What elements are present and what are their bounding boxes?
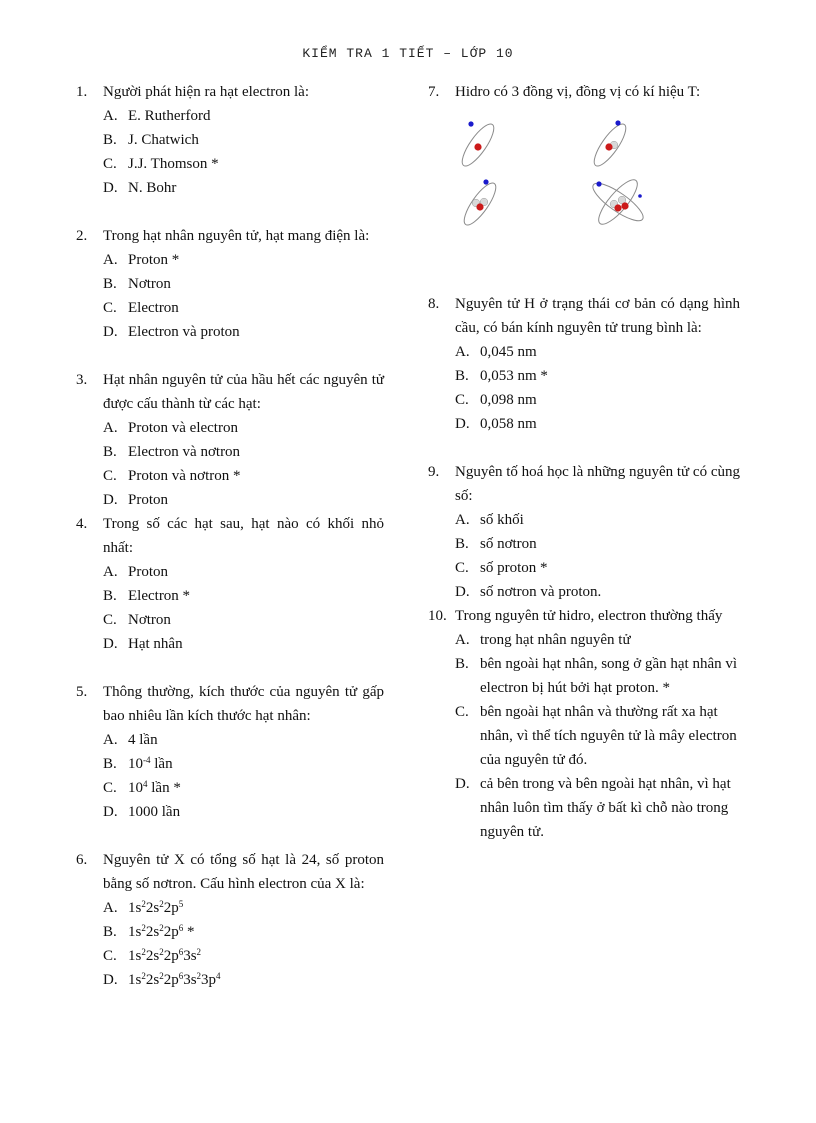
question-number: 9.	[428, 464, 440, 480]
option-b	[428, 364, 740, 388]
option-text: 0,053 nm *	[480, 368, 548, 384]
option-a	[428, 340, 740, 364]
option-text: 0,045 nm	[480, 344, 537, 360]
option-letter: B.	[455, 536, 469, 552]
question-2	[76, 224, 384, 344]
option-d	[76, 800, 384, 824]
option-text: $1s^22s^22p^63s^2$	[128, 947, 202, 964]
option-letter: A.	[103, 420, 118, 436]
question-text: Nguyên tố hoá học là những nguyên tử có cùng số:	[455, 464, 740, 504]
question-9	[428, 460, 740, 604]
option-c	[76, 608, 384, 632]
option-c	[76, 944, 384, 968]
left-column	[76, 80, 384, 992]
option-text: bên ngoài hạt nhân, song ở gần hạt nhân vì electron bị hút bởi hạt proton. *	[480, 656, 738, 696]
question-6	[76, 848, 384, 992]
option-text: Proton	[128, 492, 169, 508]
question-text: Nguyên tử H ở trạng thái cơ bản có dạng hình cầu, có bán kính nguyên tử trung bình là:	[455, 296, 740, 336]
option-letter: D.	[103, 972, 118, 988]
option-a	[76, 560, 384, 584]
option-letter: D.	[455, 584, 470, 600]
option-c	[428, 556, 740, 580]
proton-sphere	[605, 143, 612, 150]
option-d	[76, 488, 384, 512]
question-text: Người phát hiện ra hạt electron là:	[103, 84, 309, 100]
option-text: trong hạt nhân nguyên tử	[480, 632, 631, 648]
option-b	[76, 584, 384, 608]
option-letter: D.	[455, 416, 470, 432]
option-letter: C.	[455, 704, 469, 720]
option-d	[76, 176, 384, 200]
question-number: 7.	[428, 84, 440, 100]
option-text: Nơtron	[128, 612, 171, 628]
option-text: E. Rutherford	[128, 108, 211, 124]
option-d	[428, 412, 740, 436]
option-letter: C.	[103, 468, 117, 484]
option-a	[76, 416, 384, 440]
question-text: Trong hạt nhân nguyên tử, hạt mang điện là:	[103, 228, 370, 244]
atom-models-svg	[438, 108, 698, 240]
option-c	[76, 464, 384, 488]
atom-model-4	[588, 175, 647, 229]
option-text: $1s^22s^22p^63s^23p^4$	[128, 971, 221, 988]
option-text: 1000 lần	[128, 804, 181, 820]
option-d	[428, 580, 740, 604]
question-text: Thông thường, kích thước của nguyên tử gấp bao nhiêu lần kích thước hạt nhân:	[103, 684, 384, 724]
option-text: 0,058 nm	[480, 416, 537, 432]
electron-dot	[615, 120, 620, 125]
option-b	[76, 440, 384, 464]
isotope-diagrams	[428, 104, 740, 244]
option-letter: C.	[103, 156, 117, 172]
question-number: 6.	[76, 852, 88, 868]
option-letter: A.	[455, 344, 470, 360]
option-c	[76, 776, 384, 800]
option-letter: A.	[455, 512, 470, 528]
option-letter: B.	[455, 656, 469, 672]
proton-sphere	[621, 202, 628, 209]
option-text: số proton *	[480, 560, 548, 576]
question-number: 5.	[76, 684, 88, 700]
option-text: Proton và nơtron *	[128, 468, 241, 484]
option-text: Electron *	[128, 588, 191, 604]
question-text: Trong nguyên tử hidro, electron thường thấy	[455, 608, 723, 624]
option-text: $10^4$ lần *	[128, 779, 181, 796]
question-text: Hạt nhân nguyên tử của hầu hết các nguyên tử được cấu thành từ các hạt:	[103, 372, 384, 412]
option-letter: C.	[455, 392, 469, 408]
option-a	[76, 896, 384, 920]
option-c	[76, 152, 384, 176]
right-column	[428, 80, 740, 844]
option-text: $1s^22s^22p^5$	[128, 899, 184, 916]
option-letter: A.	[103, 108, 118, 124]
option-letter: D.	[103, 804, 118, 820]
option-b	[76, 752, 384, 776]
option-letter: B.	[103, 924, 117, 940]
option-c	[428, 700, 740, 772]
question-8	[428, 292, 740, 436]
electron-dot	[468, 121, 473, 126]
option-text: J.J. Thomson *	[128, 156, 219, 172]
option-letter: D.	[103, 636, 118, 652]
proton-sphere	[614, 204, 621, 211]
option-letter: A.	[103, 564, 118, 580]
option-text: cả bên trong và bên ngoài hạt nhân, vì hạt nhân luôn tìm thấy ở bất kì chỗ nào trong nguyên tử.	[480, 776, 731, 840]
question-3	[76, 368, 384, 512]
option-text: 4 lần	[128, 732, 158, 748]
option-letter: D.	[103, 324, 118, 340]
option-text: $1s^22s^22p^6$ *	[128, 923, 195, 940]
electron-dot	[483, 179, 488, 184]
question-text: Nguyên tử X có tổng số hạt là 24, số proton bằng số nơtron. Cấu hình electron của X là:	[103, 852, 384, 892]
option-b	[428, 532, 740, 556]
option-text: số nơtron và proton.	[480, 584, 602, 600]
proton-sphere	[476, 203, 483, 210]
question-text: Hidro có 3 đồng vị, đồng vị có kí hiệu T:	[455, 84, 701, 100]
option-letter: C.	[103, 300, 117, 316]
question-number: 4.	[76, 516, 88, 532]
option-letter: A.	[103, 900, 118, 916]
option-text: Electron và proton	[128, 324, 240, 340]
option-text: số khối	[480, 512, 524, 528]
option-letter: D.	[103, 492, 118, 508]
option-b	[76, 920, 384, 944]
page-header: KIỂM TRA 1 TIẾT – LỚP 10	[302, 46, 514, 61]
option-letter: A.	[103, 252, 118, 268]
question-number: 10.	[428, 608, 447, 624]
question-4	[76, 512, 384, 656]
option-text: số nơtron	[480, 536, 537, 552]
atom-model-2	[589, 120, 631, 170]
question-number: 8.	[428, 296, 440, 312]
option-letter: B.	[455, 368, 469, 384]
question-7	[428, 80, 740, 244]
option-text: J. Chatwich	[128, 132, 199, 148]
option-letter: A.	[103, 732, 118, 748]
option-text: 0,098 nm	[480, 392, 537, 408]
option-letter: B.	[103, 756, 117, 772]
option-letter: C.	[455, 560, 469, 576]
option-letter: C.	[103, 780, 117, 796]
option-letter: D.	[455, 776, 470, 792]
option-letter: C.	[103, 612, 117, 628]
option-a	[76, 248, 384, 272]
option-a	[428, 628, 740, 652]
option-text: Proton *	[128, 252, 180, 268]
option-letter: B.	[103, 132, 117, 148]
option-d	[76, 320, 384, 344]
electron-dot	[638, 194, 642, 198]
option-text: Electron	[128, 300, 179, 316]
option-c	[428, 388, 740, 412]
electron-dot	[596, 181, 601, 186]
question-text: Trong số các hạt sau, hạt nào có khối nhỏ nhất:	[103, 516, 384, 556]
option-letter: B.	[103, 444, 117, 460]
question-number: 1.	[76, 84, 88, 100]
option-text: bên ngoài hạt nhân và thường rất xa hạt nhân, vì thể tích nguyên tử là mây electron của nguyên tử đó.	[480, 704, 737, 768]
option-letter: C.	[103, 948, 117, 964]
option-d	[76, 968, 384, 992]
option-a	[76, 728, 384, 752]
question-10	[428, 604, 740, 844]
question-number: 2.	[76, 228, 88, 244]
option-letter: B.	[103, 588, 117, 604]
question-5	[76, 680, 384, 824]
option-text: Proton và electron	[128, 420, 238, 436]
atom-model-1	[457, 120, 499, 170]
proton-sphere	[474, 143, 481, 150]
option-text: Proton	[128, 564, 169, 580]
option-d	[76, 632, 384, 656]
option-b	[76, 128, 384, 152]
atom-model-3	[459, 179, 501, 229]
question-1	[76, 80, 384, 200]
question-number: 3.	[76, 372, 88, 388]
option-letter: A.	[455, 632, 470, 648]
option-text: Electron và nơtron	[128, 444, 241, 460]
option-text: Nơtron	[128, 276, 171, 292]
option-a	[428, 508, 740, 532]
option-d	[428, 772, 740, 844]
option-letter: B.	[103, 276, 117, 292]
option-b	[428, 652, 740, 700]
option-c	[76, 296, 384, 320]
option-b	[76, 272, 384, 296]
option-text: N. Bohr	[128, 180, 177, 196]
option-a	[76, 104, 384, 128]
option-text: Hạt nhân	[128, 636, 183, 652]
option-text: $10^{-4}$ lần	[128, 755, 173, 772]
option-letter: D.	[103, 180, 118, 196]
